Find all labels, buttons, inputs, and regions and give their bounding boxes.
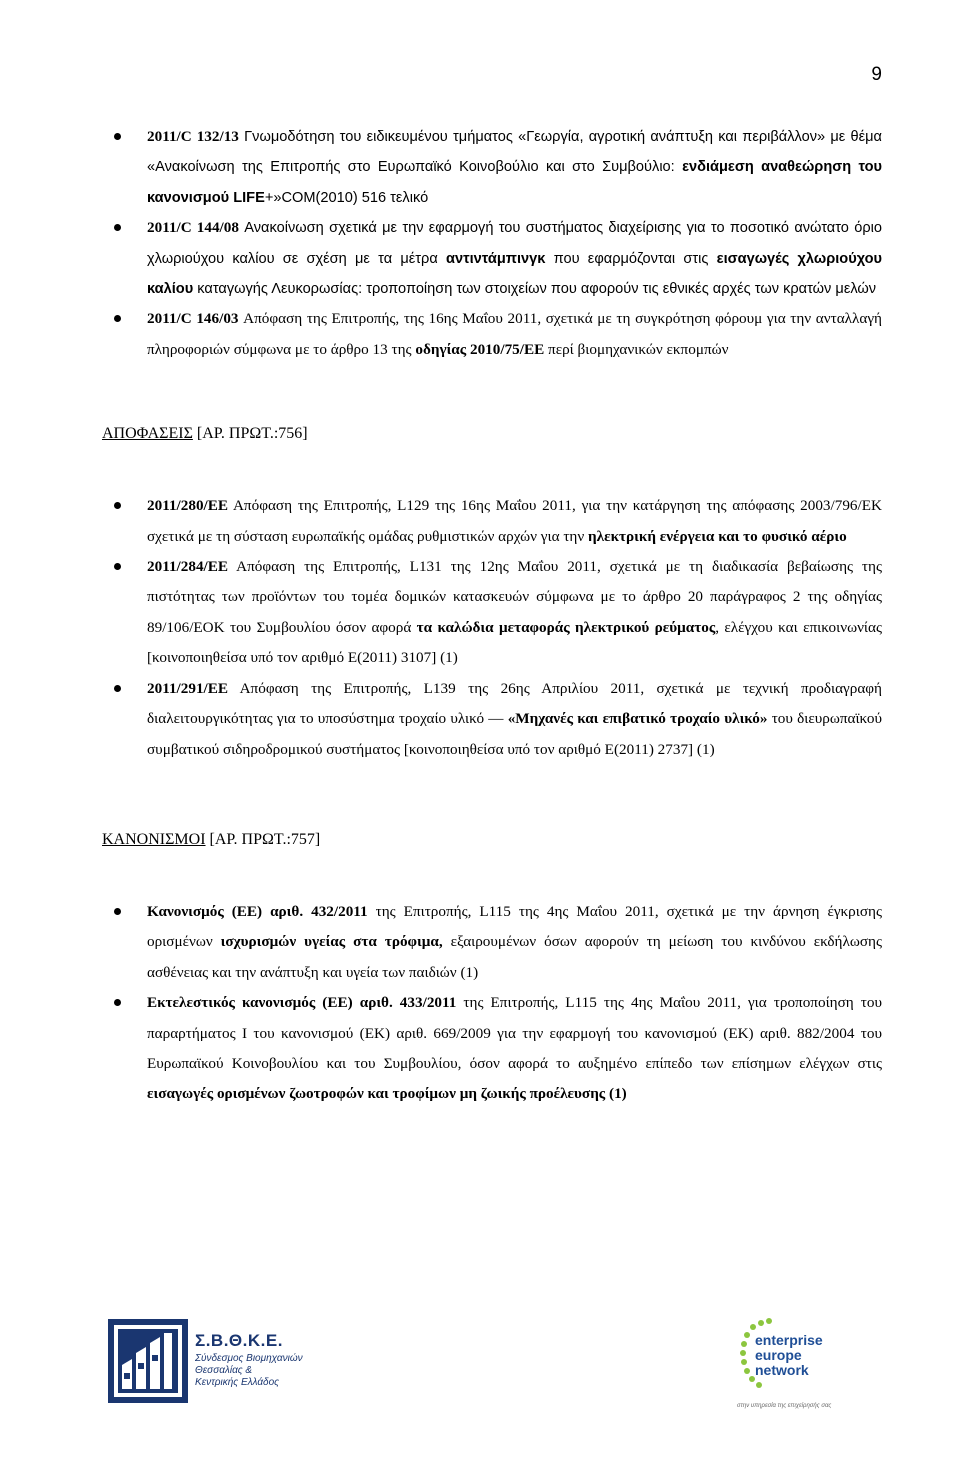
- list-item: [102, 304, 882, 365]
- item-id: 2011/284/ΕΕ: [147, 558, 229, 576]
- item-id: Εκτελεστικός κανονισμός (ΕΕ) αριθ. 433/2011: [147, 994, 457, 1012]
- section-reference: [ΑΡ. ΠΡΩΤ.:756]: [192, 425, 308, 443]
- footer-logos: [0, 1305, 960, 1465]
- item-id: 2011/280/ΕΕ: [147, 497, 229, 515]
- item-text: της Επιτροπής, L115 της 4ης Μαΐου 2011, σχετικά με την άρνηση έγκρισης ορισμένων: [147, 902, 882, 951]
- item-text: Απόφαση της Επιτροπής, L129 της 16ης Μαΐου 2011, για την κατάργηση της απόφασης 2003/796/ΕΚ σχετικά με τη σύσταση ευρωπαϊκής ομάδας ρυθμιστικών αρχών για την: [147, 497, 882, 545]
- een-emblem-icon: [735, 1313, 845, 1413]
- item-text-bold: αντιντάμπινγκ: [446, 250, 546, 267]
- item-id: 2011/C 144/08: [147, 219, 239, 237]
- list-item: [102, 674, 882, 765]
- sbtke-line: Κεντρικής Ελλάδος: [195, 1377, 280, 1388]
- item-text-tail: καταγωγής Λευκορωσίας: τροποποίηση των στοιχείων που αφορούν τις εθνικές αρχές των κρατών μελών: [193, 281, 877, 298]
- een-tagline: στην υπηρεσία της επιχείρησής σας: [737, 1403, 832, 1409]
- publications-list: [102, 122, 882, 365]
- factory-icon: [108, 1319, 188, 1403]
- item-id: 2011/C 132/13: [147, 128, 239, 145]
- section-heading-decisions: [102, 422, 882, 446]
- decisions-list: [102, 491, 882, 765]
- list-item: [102, 491, 882, 552]
- item-text-bold: εισαγωγές ορισμένων ζωοτροφών και τροφίμων μη ζωικής προέλευσης (1): [147, 1085, 627, 1103]
- list-item: [102, 213, 882, 304]
- item-text: Απόφαση της Επιτροπής, της 16ης Μαΐου 2011, σχετικά με τη συγκρότηση φόρουμ για την ανταλλαγή πληροφοριών σύμφωνα με το άρθρο 13 της: [147, 310, 882, 358]
- list-item: [102, 897, 882, 988]
- item-text: Ανακοίνωση σχετικά με την εφαρμογή του συστήματος διαχείρισης για το ποσοτικό ανώτατο όριο χλωριούχου καλίου σε σχέση με τα μέτρα: [147, 220, 882, 267]
- item-text-bold: ηλεκτρική ενέργεια και το φυσικό αέριο: [588, 527, 847, 545]
- een-line-1: enterprise: [755, 1332, 823, 1348]
- item-text-bold: ισχυρισμών υγείας στα τρόφιμα,: [220, 933, 443, 951]
- sbtke-line: Θεσσαλίας &: [195, 1365, 253, 1376]
- item-id: Κανονισμός (ΕΕ) αριθ. 432/2011: [147, 902, 368, 920]
- item-text-tail: του διευρωπαϊκού συμβατικού σιδηροδρομικού συστήματος [κοινοποιηθείσα υπό τον αριθμό Ε(2011) 2737] (1): [147, 710, 882, 758]
- regulations-list: [102, 897, 882, 1110]
- sbtke-title: Σ.Β.Θ.Κ.Ε.: [195, 1331, 283, 1350]
- item-text-tail: περί βιομηχανικών εκπομπών: [544, 340, 729, 358]
- item-text-mid: που εφαρμόζονται στις: [545, 250, 717, 267]
- item-id: 2011/C 146/03: [147, 310, 239, 328]
- item-text-bold: ενδιάμεση αναθεώρηση του κανονισμού LIFE: [147, 159, 882, 206]
- item-text-tail: εξαιρουμένων όσων αφορούν τη μείωση του κινδύνου εκδήλωσης ασθένειας και την ανάπτυξη και υγεία των παιδιών (1): [147, 933, 883, 981]
- page-number: 9: [871, 64, 882, 85]
- list-item: [102, 552, 882, 674]
- section-title: ΚΑΝΟΝΙΣΜΟΙ: [102, 830, 206, 848]
- section-title: ΑΠΟΦΑΣΕΙΣ: [102, 425, 193, 443]
- item-text: Απόφαση της Επιτροπής, L139 της 26ης Απριλίου 2011, σχετικά με τεχνική προδιαγραφή διαλειτουργικότητας για το υποσύστημα τροχαίο υλικό —: [147, 679, 882, 728]
- item-id: 2011/291/ΕΕ: [147, 679, 229, 697]
- een-line-2: europe: [755, 1347, 802, 1363]
- item-text: Απόφαση της Επιτροπής, L131 της 12ης Μαΐου 2011, σχετικά με τη διαδικασία βεβαίωσης της πιστότητας των προϊόντων του τομέα δομικών κατασκευών σύμφωνα με το άρθρο 20 παράγραφος 2 της οδηγίας 89/106/ΕΟΚ του Συμβουλίου όσον αφορά: [147, 558, 882, 636]
- document-body: [102, 122, 882, 1110]
- item-text-tail: +»COM(2010) 516 τελικό: [264, 189, 429, 206]
- item-text-tail: , ελέγχου και επικοινωνίας [κοινοποιηθείσα υπό τον αριθμό Ε(2011) 3107] (1): [147, 618, 882, 667]
- item-text-bold: «Μηχανές και επιβατικό τροχαίο υλικό»: [507, 710, 768, 728]
- item-text-bold: οδηγίας 2010/75/ΕΕ: [415, 340, 545, 358]
- item-text-bold-2: εισαγωγές χλωριούχου καλίου: [147, 250, 882, 298]
- een-line-3: network: [755, 1362, 809, 1378]
- section-reference: [ΑΡ. ΠΡΩΤ.:757]: [205, 830, 321, 848]
- item-text: της Επιτροπής, L115 της 4ης Μαΐου 2011, για τροποποίηση του παραρτήματος I του κανονισμού (ΕΚ) αριθ. 669/2009 για την εφαρμογή του κανονισμού (ΕΚ) αριθ. 882/2004 του Ευρωπαϊκού Κοινοβουλίου και του Συμβουλίου, όσον αφορά το αυξημένο επίπεδο των επίσημων ελέγχων στις: [147, 994, 882, 1072]
- list-item: [102, 122, 882, 213]
- section-heading-regulations: [102, 828, 882, 852]
- sbtke-text: [195, 1331, 303, 1389]
- list-item: [102, 988, 882, 1110]
- item-text-bold: τα καλώδια μεταφοράς ηλεκτρικού ρεύματος: [416, 618, 716, 636]
- enterprise-europe-network-logo: [735, 1313, 845, 1413]
- item-text: Γνωμοδότηση του ειδικευμένου τμήματος «Γεωργία, αγροτική ανάπτυξη και περιβάλλον» με θέμα «Ανακοίνωση της Επιτροπής στο Ευρωπαϊκό Κοινοβούλιο και στο Συμβούλιο:: [147, 129, 882, 176]
- sbtke-line: Σύνδεσμος Βιομηχανιών: [195, 1353, 303, 1364]
